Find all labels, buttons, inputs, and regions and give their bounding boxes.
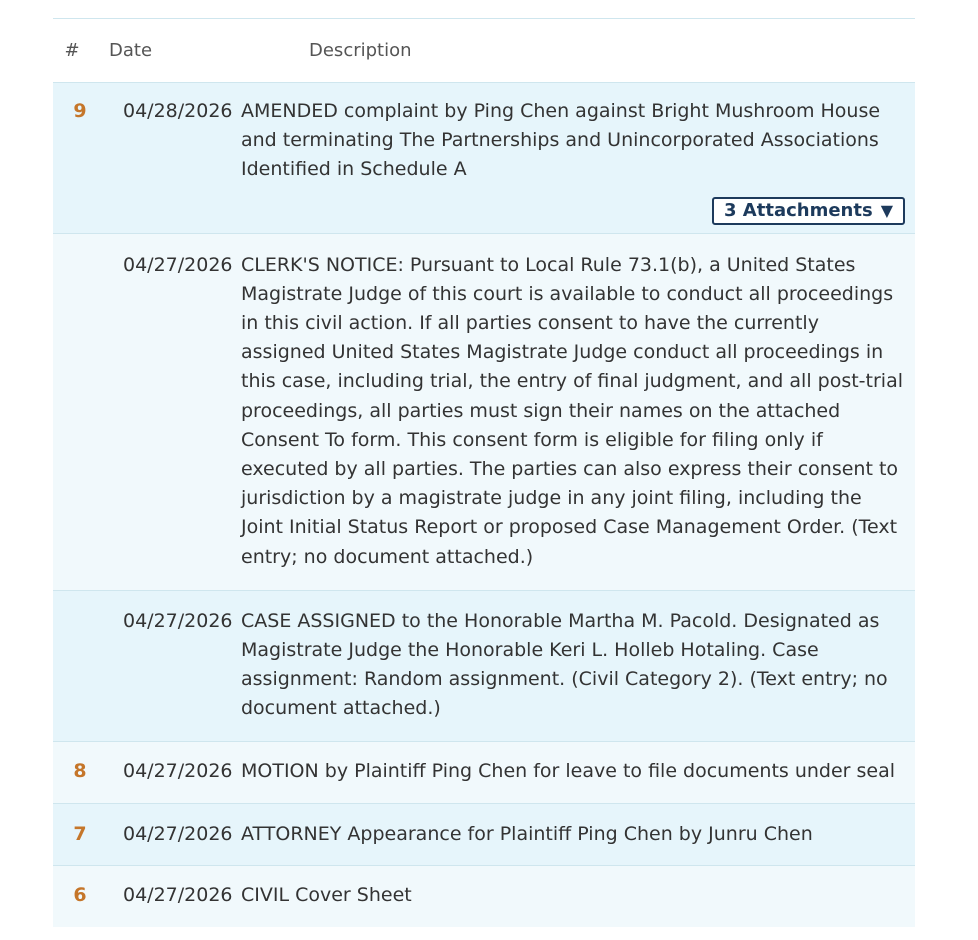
docket-entry-clerks-notice [53,234,915,591]
docket-entry-6 [53,866,915,927]
entry-number[interactable]: 9 [73,100,87,122]
entry-description: MOTION by Plaintiff Ping Chen for leave to file documents under seal [241,759,896,782]
table-header [53,19,915,83]
entry-description: ATTORNEY Appearance for Plaintiff Ping Chen by Junru Chen [241,822,813,845]
entry-number[interactable]: 6 [73,884,87,907]
entry-date: 04/27/2026 [123,609,233,632]
entry-number [53,251,103,572]
entry-description: CASE ASSIGNED to the Honorable Martha M. Pacold. Designated as Magistrate Judge the Honorable Keri L. Holleb Hotaling. Case assignment: Random assignment. (Civil Category 2). (Text entry; no document attached.) [241,609,888,720]
docket-entry-8 [53,742,915,804]
entry-date: 04/27/2026 [123,759,233,782]
entry-description-text: AMENDED complaint by Ping Chen against Bright Mushroom House and terminating The Partnerships and Unincorporated Associations Identified in Schedule A [241,100,881,181]
entry-description [241,97,915,233]
docket-entry-7 [53,804,915,866]
header-description: Description [309,40,412,61]
attachments-label: 3 Attachments [724,199,873,221]
docket-entry-9 [53,83,915,234]
entry-description: CLERK'S NOTICE: Pursuant to Local Rule 73.1(b), a United States Magistrate Judge of this court is available to conduct all proceedings in this civil action. If all parties consent to have the currently assigned United States Magistrate Judge conduct all proceedings in this case, including trial, the entry of final judgment, and all post-trial proceedings, all parties must sign their names on the attached Consent To form. This consent form is eligible for filing only if executed by all parties. The parties can also express their consent to jurisdiction by a magistrate judge in any joint filing, including the Joint Initial Status Report or proposed Case Management Order. (Text entry; no document attached.) [241,253,903,568]
entry-description: CIVIL Cover Sheet [241,884,412,907]
entry-number [53,607,103,724]
header-number: # [64,40,80,61]
header-date: Date [109,40,153,61]
caret-down-icon: ▼ [880,200,893,220]
entry-number[interactable]: 8 [73,759,87,782]
docket-table [53,18,915,927]
docket-entry-case-assigned [53,591,915,742]
attachments-button[interactable] [712,197,905,225]
entry-date: 04/27/2026 [123,884,233,907]
entry-date: 04/27/2026 [123,253,233,276]
entry-date: 04/27/2026 [123,822,233,845]
attachments-container [241,185,905,233]
entry-date: 04/28/2026 [123,100,233,122]
entry-number[interactable]: 7 [73,822,87,845]
